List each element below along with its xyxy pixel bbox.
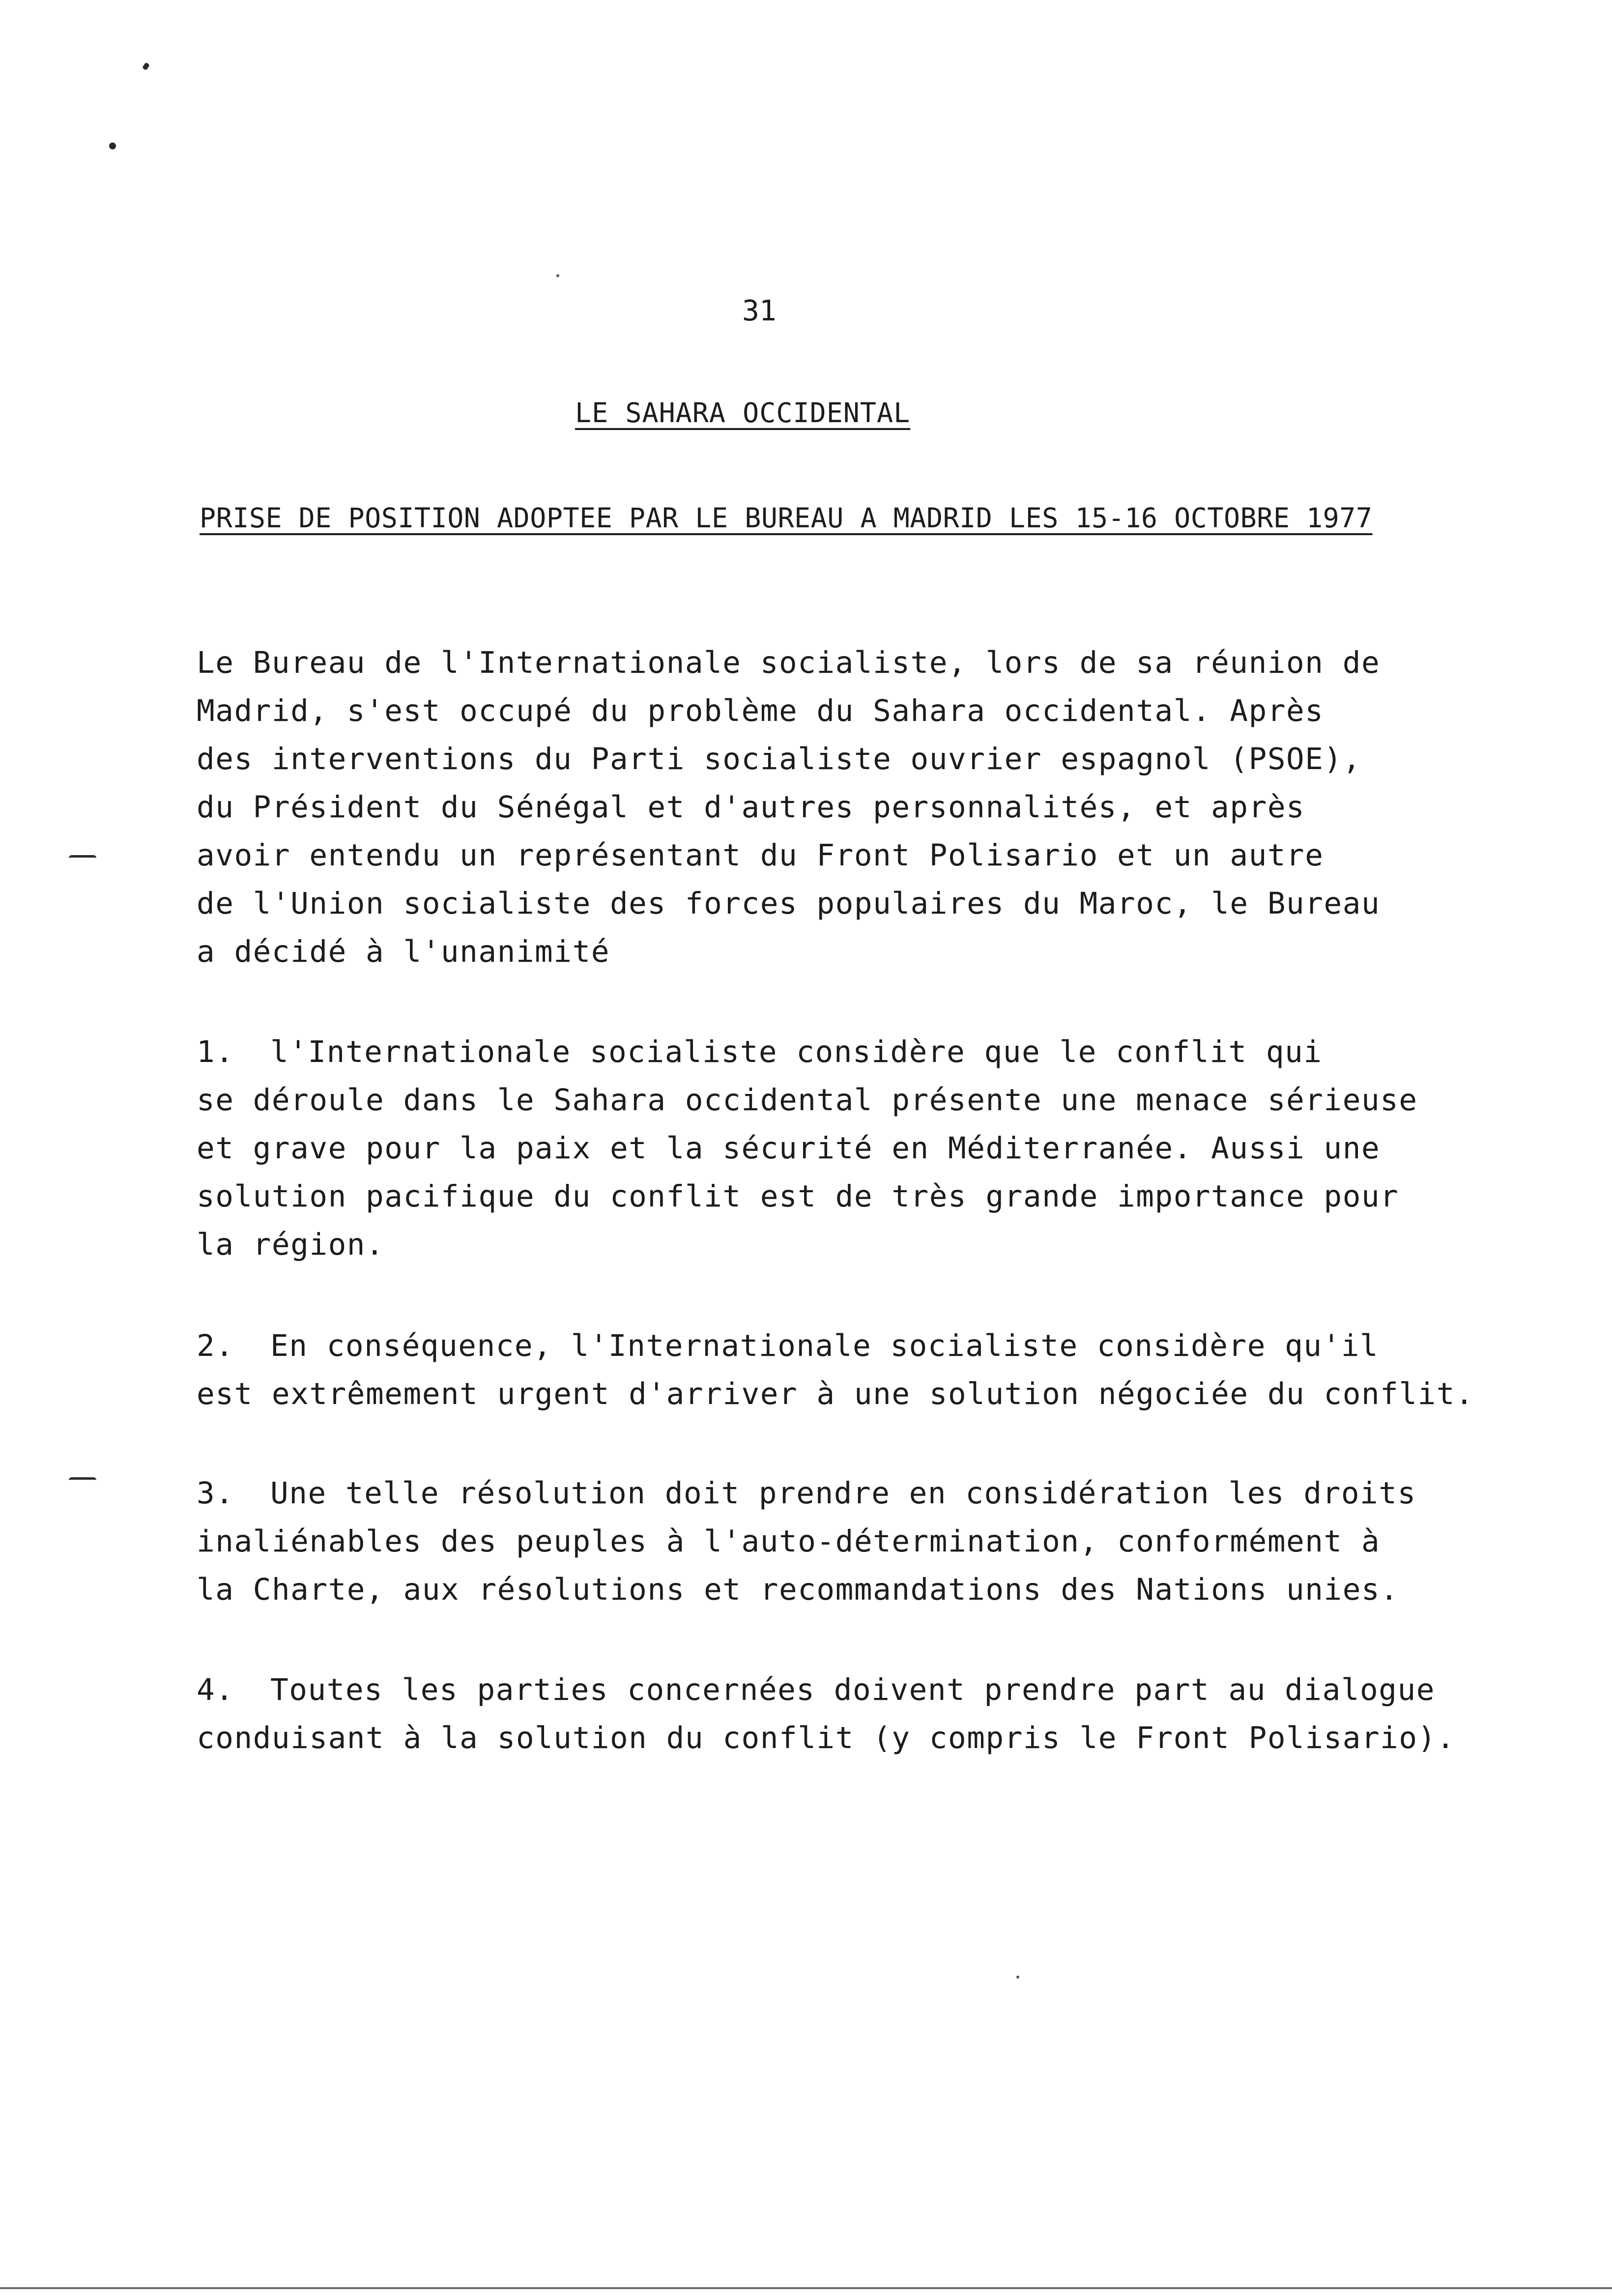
item-line: est extrêmement urgent d'arriver à une solution négociée du conflit. [197,1377,1474,1411]
page-edge-rule [0,2287,1612,2289]
scan-speck [1016,1976,1019,1979]
intro-paragraph [197,639,1524,976]
item-number: 4. [197,1672,234,1707]
item-line: et grave pour la paix et la sécurité en Méditerranée. Aussi une [197,1131,1381,1166]
punch-hole-mark [69,1477,96,1483]
intro-line: de l'Union socialiste des forces populaires du Maroc, le Bureau [197,886,1381,921]
item-line: se déroule dans le Sahara occidental présente une menace sérieuse [197,1083,1418,1118]
list-item [197,1028,1524,1269]
list-item [197,1469,1524,1614]
punch-hole-mark [69,855,96,861]
list-item [197,1666,1524,1762]
intro-line: Le Bureau de l'Internationale socialiste, lors de sa réunion de [197,645,1381,680]
page-title: LE SAHARA OCCIDENTAL [575,397,911,429]
intro-line: du Président du Sénégal et d'autres personnalités, et après [197,790,1305,825]
item-line: l'Internationale socialiste considère que le conflit qui [270,1034,1323,1069]
intro-line: avoir entendu un représentant du Front Polisario et un autre [197,838,1324,873]
item-line: Une telle résolution doit prendre en considération les droits [270,1476,1416,1511]
list-item [197,1322,1524,1418]
item-line: En conséquence, l'Internationale socialiste considère qu'il [270,1328,1379,1363]
scan-speck [109,143,116,149]
intro-line: Madrid, s'est occupé du problème du Sahara occidental. Après [197,693,1324,728]
item-number: 2. [197,1328,234,1363]
item-line: inaliénables des peuples à l'auto-détermination, conformément à [197,1524,1381,1559]
scan-speck [142,62,150,70]
item-line: Toutes les parties concernées doivent prendre part au dialogue [270,1672,1435,1707]
intro-line: des interventions du Parti socialiste ouvrier espagnol (PSOE), [197,742,1361,776]
item-line: la Charte, aux résolutions et recommandations des Nations unies. [197,1572,1399,1607]
intro-line: a décidé à l'unanimité [197,934,610,969]
item-number: 1. [197,1034,234,1069]
item-line: la région. [197,1227,385,1262]
item-number: 3. [197,1476,234,1511]
subtitle: PRISE DE POSITION ADOPTEE PAR LE BUREAU A MADRID LES 15-16 OCTOBRE 1977 [200,502,1373,534]
item-line: conduisant à la solution du conflit (y compris le Front Polisario). [197,1721,1456,1755]
scan-speck [556,274,559,277]
page-number: 31 [742,294,777,327]
item-line: solution pacifique du conflit est de très grande importance pour [197,1179,1399,1214]
